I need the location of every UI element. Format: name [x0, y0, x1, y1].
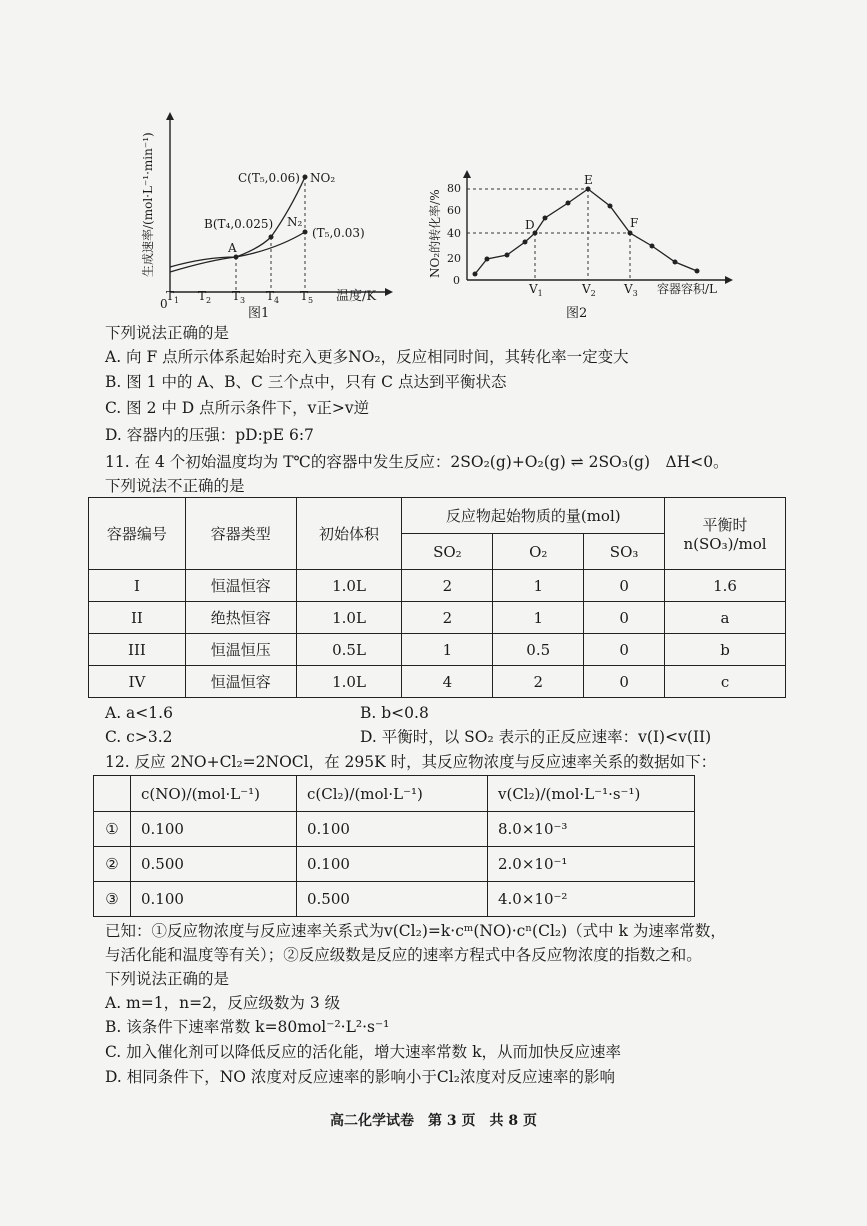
figure-1: [140, 112, 400, 317]
fig2-xlabel: 容器容积/L: [657, 282, 718, 296]
fig1-tick-t2: $T_2$: [198, 289, 212, 305]
q10-option-b: B. 图 1 中的 A、B、C 三个点中，只有 C 点达到平衡状态: [105, 373, 507, 391]
q12-option-d: D. 相同条件下，NO 浓度对反应速率的影响小于Cl₂浓度对反应速率的影响: [105, 1068, 615, 1086]
fig1-origin: 0: [160, 297, 168, 311]
fig1-label-a: A: [228, 241, 237, 255]
fig1-label-b: B(T₄,0.025): [204, 217, 274, 231]
fig2-label-e: E: [584, 173, 593, 187]
q11-option-c: C. c>3.2: [105, 728, 173, 746]
q11-h-id: 容器编号: [89, 498, 186, 570]
fig2-tick-v1: $V_1$: [529, 282, 543, 298]
q11-h-vol: 初始体积: [296, 498, 402, 570]
fig1-label-n2: N₂: [287, 215, 303, 229]
q12-table: [93, 775, 695, 917]
fig1-tick-t1: $T_1$: [166, 289, 180, 305]
fig2-tick-v3: $V_3$: [624, 282, 638, 298]
fig1-caption: 图1: [248, 306, 270, 321]
fig2-ytick-60: 60: [447, 204, 461, 217]
fig1-ylabel: 生成速率/(mol·L⁻¹·min⁻¹): [141, 132, 155, 277]
q11-h-so2: SO₂: [402, 534, 493, 570]
fig1-label-c: C(T₅,0.06): [238, 171, 300, 185]
table-row: ① 0.100 0.100 8.0×10⁻³: [94, 812, 695, 847]
table-row: III 恒温恒压 0.5L 1 0.5 0 b: [89, 634, 786, 666]
fig2-ytick-80: 80: [447, 182, 461, 195]
fig1-xlabel: 温度/K: [336, 289, 377, 304]
fig1-n2-curve: [170, 232, 305, 267]
fig2-ytick-20: 20: [447, 252, 461, 265]
q11-stem2: 下列说法不正确的是: [105, 477, 245, 495]
q12-option-c: C. 加入催化剂可以降低反应的活化能，增大速率常数 k，从而加快反应速率: [105, 1043, 621, 1061]
fig2-curve: [475, 189, 697, 274]
fig2-caption: 图2: [566, 306, 588, 321]
table-row: I 恒温恒容 1.0L 2 1 0 1.6: [89, 570, 786, 602]
q10-option-a: A. 向 F 点所示体系起始时充入更多NO₂，反应相同时间，其转化率一定变大: [105, 348, 629, 366]
table-row: ② 0.500 0.100 2.0×10⁻¹: [94, 847, 695, 882]
fig2-tick-v2: $V_2$: [582, 282, 596, 298]
q11-option-a: A. a<1.6: [105, 704, 173, 722]
q11-stem: 11. 在 4 个初始温度均为 T℃的容器中发生反应：2SO₂(g)+O₂(g) ⇌ 2SO₃(g) ΔH<0。: [105, 453, 729, 471]
q12-option-b: B. 该条件下速率常数 k=80mol⁻²·L²·s⁻¹: [105, 1018, 390, 1036]
fig2-ytick-0: 0: [453, 274, 460, 287]
q11-h-type: 容器类型: [185, 498, 296, 570]
q12-note-1: 已知：①反应物浓度与反应速率关系式为v(Cl₂)=k·cᵐ(NO)·cⁿ(Cl₂)（式中 k 为速率常数，: [105, 922, 726, 940]
fig1-tick-t5: $T_5$: [300, 289, 314, 305]
fig2-label-f: F: [630, 216, 639, 230]
q12-note-2: 与活化能和温度等有关）；②反应级数是反应的速率方程式中各反应物浓度的指数之和。: [105, 946, 702, 964]
fig1-tick-t4: $T_4$: [266, 289, 280, 305]
q12-stem2: 下列说法正确的是: [105, 970, 230, 988]
q12-stem: 12. 反应 2NO+Cl₂=2NOCl，在 295K 时，其反应物浓度与反应速率关系的数据如下：: [105, 753, 717, 771]
q11-h-initial: 反应物起始物质的量(mol): [402, 498, 665, 534]
figure-2: [425, 170, 735, 300]
q11-option-b: B. b<0.8: [360, 704, 429, 722]
fig2-ylabel: NO₂的转化率/%: [428, 189, 442, 278]
fig1-label-no2: NO₂: [310, 171, 336, 185]
q11-h-eq: 平衡时 n(SO₃)/mol: [665, 498, 786, 570]
q11-table: [88, 497, 786, 698]
page-footer: 高二化学试卷 第 3 页 共 8 页: [330, 1113, 537, 1129]
q11-h-so3: SO₃: [584, 534, 665, 570]
q12-h-no: c(NO)/(mol·L⁻¹): [131, 776, 297, 812]
q12-option-a: A. m=1，n=2，反应级数为 3 级: [105, 994, 341, 1012]
table-row: ③ 0.100 0.500 4.0×10⁻²: [94, 882, 695, 917]
fig2-label-d: D: [525, 218, 535, 232]
q12-h-rate: v(Cl₂)/(mol·L⁻¹·s⁻¹): [488, 776, 695, 812]
q11-h-o2: O₂: [493, 534, 584, 570]
q10-option-d: D. 容器内的压强：pD:pE 6:7: [105, 426, 314, 444]
table-row: II 绝热恒容 1.0L 2 1 0 a: [89, 602, 786, 634]
table-row: IV 恒温恒容 1.0L 4 2 0 c: [89, 666, 786, 698]
q12-h-cl2: c(Cl₂)/(mol·L⁻¹): [297, 776, 488, 812]
q10-stem: 下列说法正确的是: [105, 324, 230, 342]
fig2-ytick-40: 40: [447, 227, 461, 240]
q11-option-d: D. 平衡时，以 SO₂ 表示的正反应速率：v(I)<v(II): [360, 728, 712, 746]
q10-option-c: C. 图 2 中 D 点所示条件下，v正>v逆: [105, 399, 370, 417]
fig1-tick-t3: $T_3$: [232, 289, 246, 305]
fig1-label-n2val: (T₅,0.03): [312, 226, 365, 240]
